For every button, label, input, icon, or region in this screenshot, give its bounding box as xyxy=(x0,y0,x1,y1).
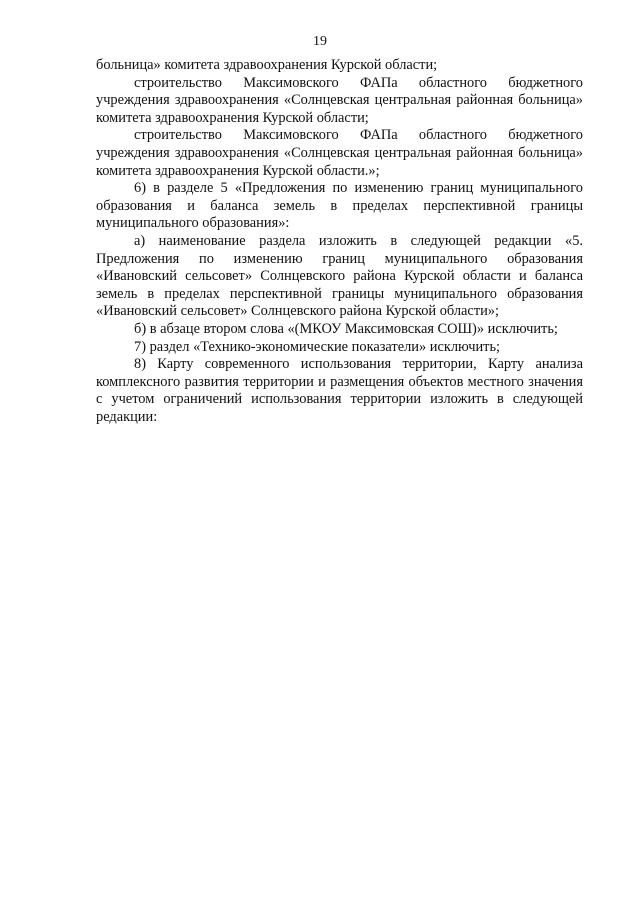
page-number: 19 xyxy=(313,34,327,49)
paragraph-item-6: 6) в разделе 5 «Предложения по изменению границ муниципального образования и баланса земель в пределах перспективной границы муниципального образования»: xyxy=(96,180,583,232)
paragraph-construction-fap-2: строительство Максимовского ФАПа областного бюджетного учреждения здравоохранения «Солнцевская центральная районная больница» комитета здравоохранения Курской области.»; xyxy=(96,127,583,179)
paragraph-item-8: 8) Карту современного использования территории, Карту анализа комплексного развития территории и размещения объектов местного значения с учетом ограничений использования территории изложить в следующей редакции: xyxy=(96,356,583,425)
paragraph-continuation: больница» комитета здравоохранения Курской области; xyxy=(96,57,438,73)
document-body xyxy=(96,57,583,426)
paragraph-item-7: 7) раздел «Технико-экономические показатели» исключить; xyxy=(134,338,501,355)
paragraph-item-6a: а) наименование раздела изложить в следующей редакции «5. Предложения по изменению границ муниципального образования «Ивановский сельсовет» Солнцевского района Курской области и баланса земель в пределах перспективной границы муниципального образования «Ивановский сельсовет» Солнцевского района Курской области»; xyxy=(96,232,583,320)
paragraph-construction-fap-1: строительство Максимовского ФАПа областного бюджетного учреждения здравоохранения «Солнцевская центральная районная больница» комитета здравоохранения Курской области; xyxy=(96,74,583,126)
paragraph-item-6b: б) в абзаце втором слова «(МКОУ Максимовская СОШ)» исключить; xyxy=(134,320,558,337)
